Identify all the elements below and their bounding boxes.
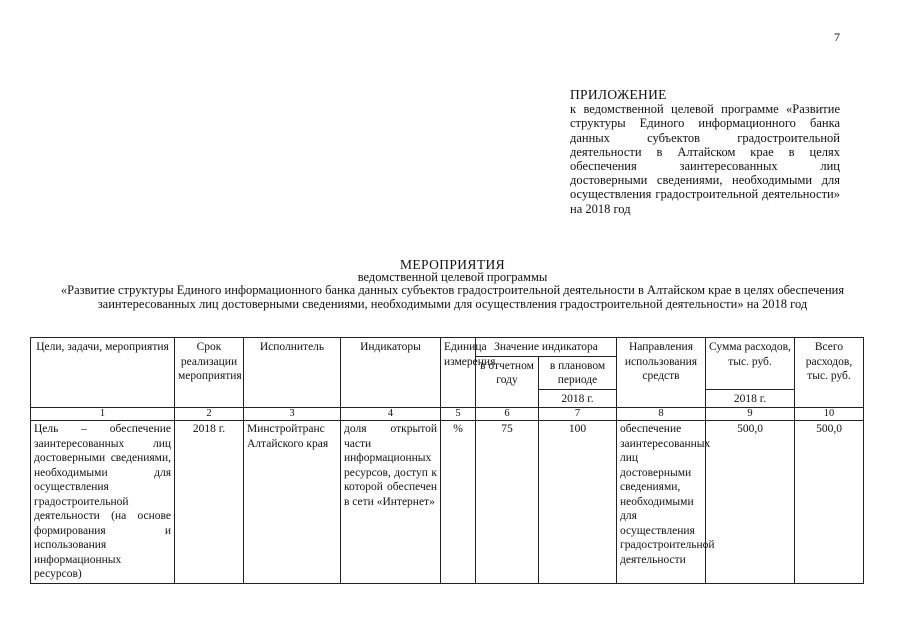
column-number: 7 xyxy=(539,408,617,421)
header-reporting-year: в отчетном году xyxy=(476,356,539,408)
header-expense: Сумма расходов, тыс. руб. xyxy=(706,338,795,390)
header-goals: Цели, задачи, мероприятия xyxy=(31,338,175,408)
cell-direction: обеспечение заинтересованных лиц достоверными сведениями, необходимыми для осуществления градостроительной деятельности xyxy=(617,421,706,584)
header-planned-year: 2018 г. xyxy=(539,389,617,408)
header-row-1 xyxy=(31,338,864,357)
header-expense-year: 2018 г. xyxy=(706,389,795,408)
cell-goal: Цель – обеспечение заинтересованных лиц достоверными сведениями, необходимыми для осуществления градостроительной деятельности (на основе формирования и использования информационных ресурсов) xyxy=(31,421,175,584)
header-indicator-value: Значение индикатора xyxy=(476,338,617,357)
column-number-row xyxy=(31,408,864,421)
cell-reporting-value: 75 xyxy=(476,421,539,584)
column-number: 3 xyxy=(244,408,341,421)
column-number: 8 xyxy=(617,408,706,421)
cell-expense: 500,0 xyxy=(706,421,795,584)
appendix-block xyxy=(570,88,840,216)
header-term: Срок реализации мероприятия xyxy=(175,338,244,408)
table-row xyxy=(31,421,864,584)
column-number: 4 xyxy=(341,408,441,421)
header-executor: Исполнитель xyxy=(244,338,341,408)
appendix-text: к ведомственной целевой программе «Развитие структуры Единого информационного банка данных субъектов градостроительной деятельности в Алтайском крае в целях обеспечения заинтересованных лиц достоверными сведениями, необходимыми для осуществления градостроительной деятельности» на 2018 год xyxy=(570,102,840,216)
heading-title: МЕРОПРИЯТИЯ xyxy=(399,257,506,272)
column-number: 6 xyxy=(476,408,539,421)
column-number: 5 xyxy=(441,408,476,421)
header-indicators: Индикаторы xyxy=(341,338,441,408)
cell-total: 500,0 xyxy=(795,421,864,584)
header-planned-period: в плановом периоде xyxy=(539,356,617,389)
heading-subtitle: ведомственной целевой программы xyxy=(357,270,548,285)
header-directions: Направления использования средств xyxy=(617,338,706,408)
cell-term: 2018 г. xyxy=(175,421,244,584)
column-number: 9 xyxy=(706,408,795,421)
page-number: 7 xyxy=(834,30,840,44)
column-number: 1 xyxy=(31,408,175,421)
cell-planned-value: 100 xyxy=(539,421,617,584)
document-heading xyxy=(40,258,865,311)
header-total: Всего расходов, тыс. руб. xyxy=(795,338,864,408)
heading-program: «Развитие структуры Единого информационного банка данных субъектов градостроительной деятельности в Алтайском крае в целях обеспечения заинтересованных лиц достоверными сведениями, необходимыми для осуществления градостроительной деятельности» на 2018 год xyxy=(60,283,845,311)
column-number: 10 xyxy=(795,408,864,421)
measures-table xyxy=(30,337,864,584)
column-number: 2 xyxy=(175,408,244,421)
appendix-title: ПРИЛОЖЕНИЕ xyxy=(570,87,667,102)
cell-executor: Минстройтранс Алтайского края xyxy=(244,421,341,584)
cell-indicator: доля открытой части информационных ресурсов, доступ к которой обеспечен в сети «Интернет» xyxy=(341,421,441,584)
cell-unit: % xyxy=(441,421,476,584)
header-unit: Единица измерения xyxy=(441,338,476,408)
